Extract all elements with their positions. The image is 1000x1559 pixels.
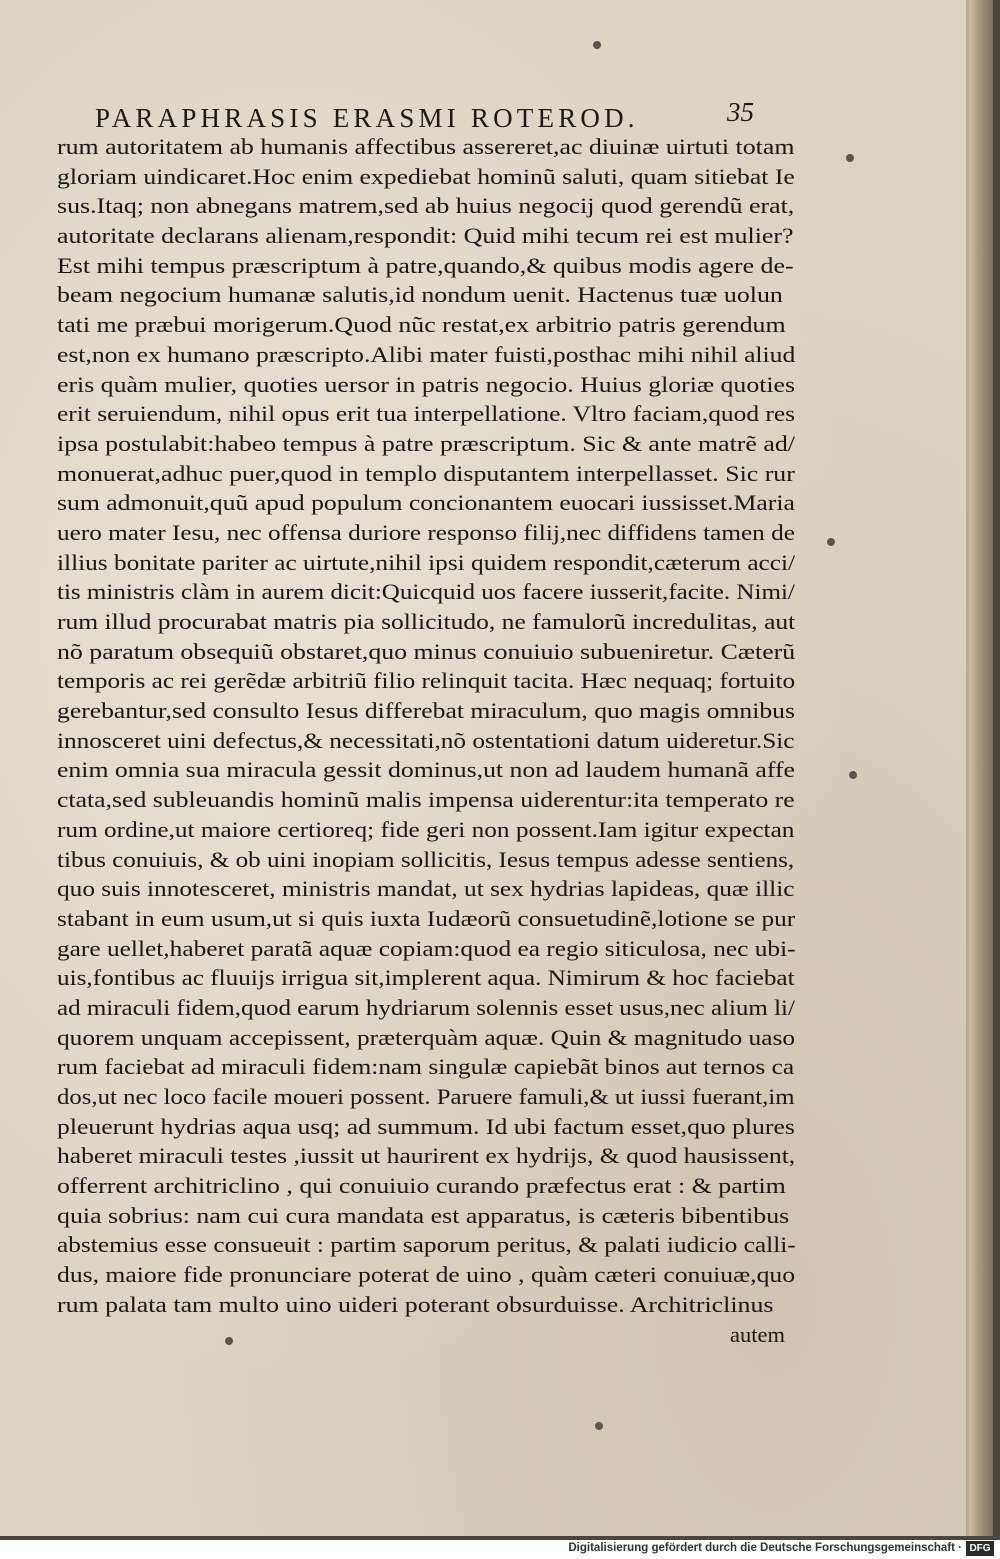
text-line: uis,fontibus ac fluuijs irrigua sit,implerent aqua. Nimirum & hoc faciebat [57,965,795,991]
book-page-edge [969,0,993,1536]
text-line: ctata,sed subleuandis hominũ malis impensa uiderentur:ita temperato re [57,787,795,813]
text-line: rum ordine,ut maiore certioreq; fide geri non possent.Iam igitur expectan [57,816,795,842]
text-block [57,132,797,1349]
text-line: quia sobrius: nam cui cura mandata est apparatus, is cæteris bibentibus [57,1202,790,1228]
text-line: haberet miraculi testes ,iussit ut haurirent ex hydrijs, & quod hausissent, [57,1143,796,1169]
running-head: PARAPHRASIS ERASMI ROTEROD. [95,103,639,133]
text-line: innosceret uini defectus,& necessitati,nõ ostentationi datum uideretur.Sic [57,727,795,753]
text-line: rum palata tam multo uino uideri poterant obsurduisse. Architriclinus [57,1291,774,1317]
stain-mark [225,1337,233,1345]
text-line: gerebantur,sed consulto Iesus differebat miraculum, quo magis omnibus [57,698,795,724]
text-line: rum faciebat ad miraculi fidem:nam singulæ capiebãt binos aut ternos ca [57,1054,795,1080]
text-line: ipsa postulabit:habeo tempus à patre præscriptum. Sic & ante matrẽ ad/ [57,430,795,456]
text-line: rum autoritatem ab humanis affectibus assereret,ac diuinæ uirtuti totam [57,134,795,159]
text-line: dus, maiore fide pronunciare poterat de uino , quàm cæteri conuiuæ,quo [57,1262,796,1288]
stain-mark [846,154,854,162]
text-line: sum admonuit,quũ apud populum concionantem euocari iussisset.Maria [57,490,795,516]
text-line: dos,ut nec loco facile moueri possent. Paruere famuli,& ut iussi fuerant,im [57,1084,795,1109]
text-line: quo suis innotesceret, ministris mandat, ut sex hydrias lapideas, quæ illic [57,876,795,902]
text-line: rum illud procurabat matris pia sollicitudo, ne famulorũ incredulitas, aut [57,609,796,634]
text-line: gare uellet,haberet paratã aquæ copiam:quod ea regio siticulosa, nec ubi- [57,935,796,961]
stain-mark [827,538,835,546]
text-line: eris quàm mulier, quoties uersor in patris negocio. Huius gloriæ quoties [57,371,796,397]
text-line: abstemius esse consueuit : partim saporum peritus, & palati iudicio calli- [57,1232,796,1258]
funding-credit: Digitalisierung gefördert durch die Deutsche Forschungsgemeinschaft · [568,1542,962,1554]
text-line: sus.Itaq; non abnegans matrem,sed ab huius negocij quod gerendũ erat, [57,193,795,219]
text-line: erit seruiendum, nihil opus erit tua interpellatione. Vltro faciam,quod res [57,401,796,427]
stain-mark [595,1422,603,1430]
catchword: autem [730,1321,785,1347]
text-line: offerrent architriclino , qui conuiuio curando præfectus erat : & partim [57,1173,786,1199]
text-line: nõ paratum obsequiũ obstaret,quo minus conuiuio subueniretur. Cæterũ [57,638,796,664]
text-line: tis ministris clàm in aurem dicit:Quicquid uos facere iusserit,facite. Nimi/ [57,579,795,605]
stain-mark [849,771,857,779]
text-line: illius bonitate pariter ac uirtute,nihil ipsi quidem respondit,cæterum acci/ [57,549,796,575]
dfg-logo: DFG [966,1541,994,1556]
text-line: stabant in eum usum,ut si quis iuxta Iudæorũ consuetudinẽ,lotione se pur [57,905,796,931]
text-line: temporis ac rei gerẽdæ arbitriũ filio relinquit tacita. Hæc nequaq; fortuito [57,668,796,694]
text-line: uero mater Iesu, nec offensa duriore responso filij,nec diffidens tamen de [57,519,795,545]
text-line: tati me præbui morigerum.Quod nũc restat,ex arbitrio patris gerendum [57,312,786,338]
text-line: monuerat,adhuc puer,quod in templo disputantem interpellasset. Sic rur [57,460,795,486]
text-line: gloriam uindicaret.Hoc enim expediebat hominũ saluti, quam sitiebat Ie [57,163,795,189]
text-line: est,non ex humano præscripto.Alibi mater fuisti,posthac mihi nihil aliud [57,341,796,367]
text-line: Est mihi tempus præscriptum à patre,quando,& quibus modis agere de- [57,252,794,278]
stain-mark [593,41,601,49]
text-line: autoritate declarans alienam,respondit: Quid mihi tecum rei est mulier? [57,223,794,249]
text-line: pleuerunt hydrias aqua usq; ad summum. Id ubi factum esset,quo plures [57,1113,795,1139]
text-line: tibus conuiuis, & ob uini inopiam sollicitis, Iesus tempus adesse sentiens, [57,846,795,872]
text-line: enim omnia sua miracula gessit dominus,ut non ad laudem humanã affe [57,757,795,783]
text-line: ad miraculi fidem,quod earum hydriarum solennis esset usus,nec alium li/ [57,994,795,1020]
text-line: beam negocium humanæ salutis,id nondum uenit. Hactenus tuæ uolun [57,282,783,308]
folio-number: 35 [727,97,754,127]
text-line: quorem unquam accepissent, præterquàm aquæ. Quin & magnitudo uaso [57,1024,796,1050]
